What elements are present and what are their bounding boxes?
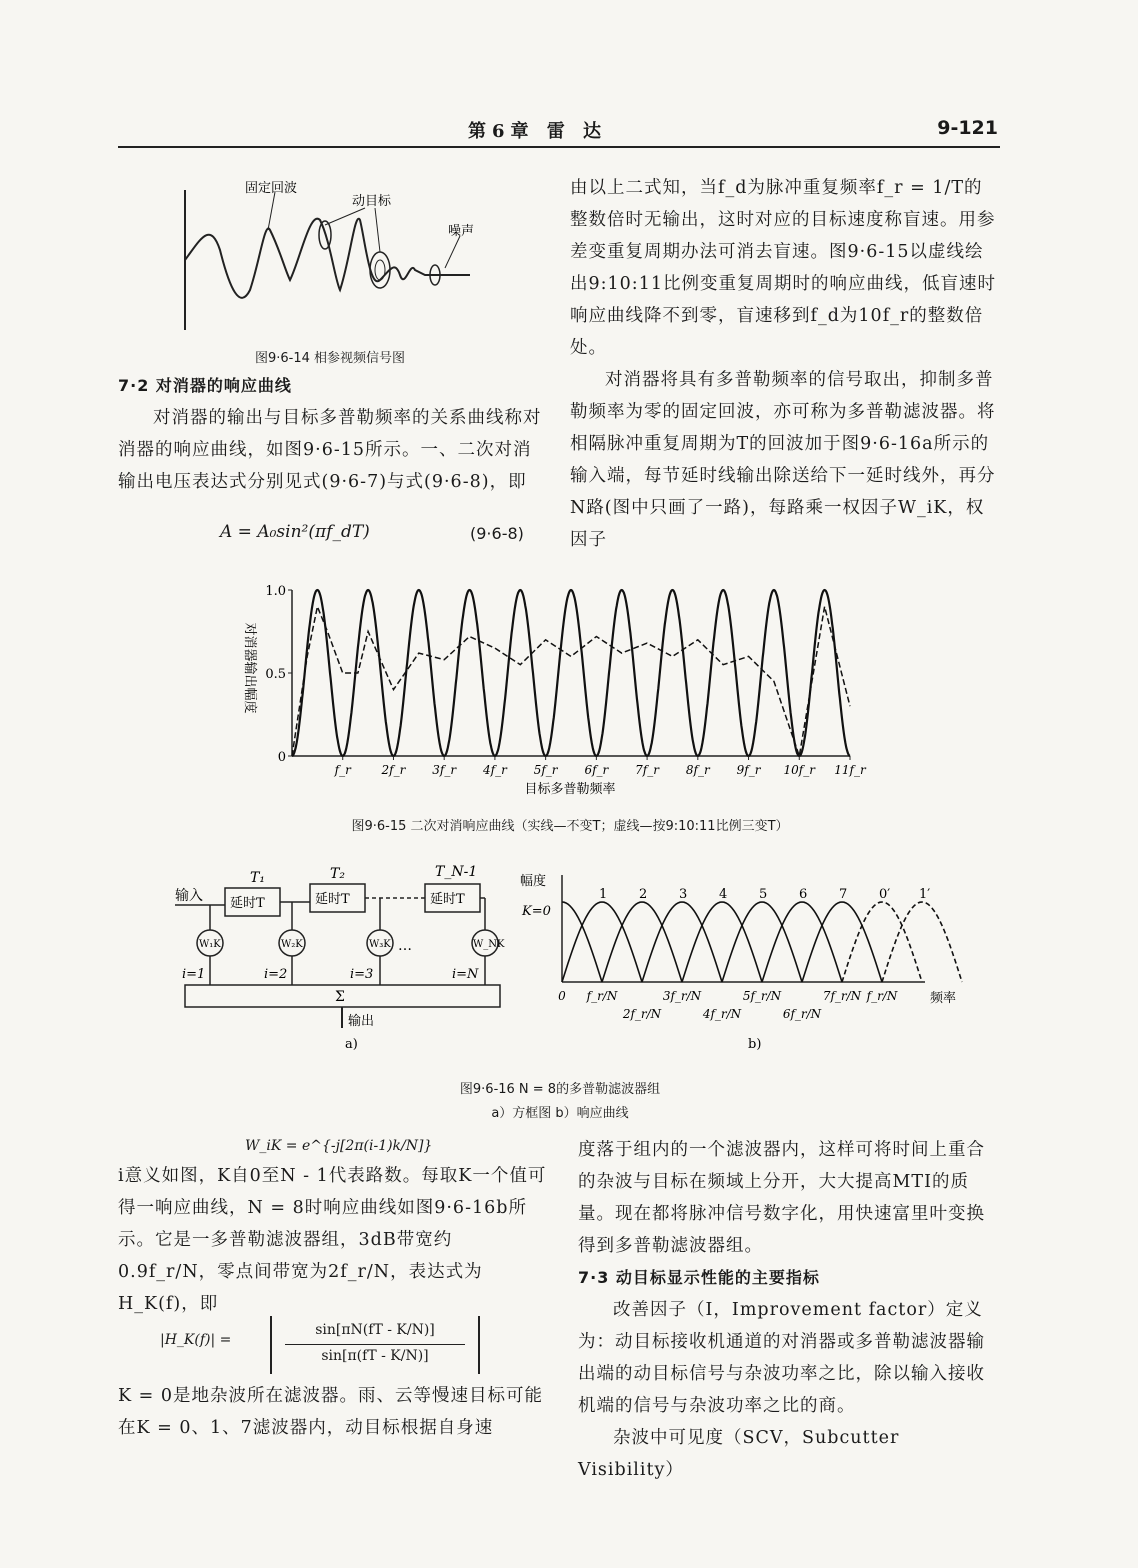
fig15-xtick-label: 6f_r [584, 763, 609, 777]
lower-left-paragraph-2: K = 0是地杂波所在滤波器。雨、云等慢速目标可能在K = 0、1、7滤波器内，动目标根据自身速 [118, 1386, 543, 1438]
fig15-xtick-label: 7f_r [635, 763, 659, 777]
fig15-ytick-label: 0.5 [265, 667, 286, 682]
fig16b-filter-curve [602, 902, 682, 982]
fig16b-xtick-upper: f_r/N [866, 989, 898, 1003]
delay-2-label: T₂ [330, 866, 345, 882]
lower-right-paragraph-1: 度落于组内的一个滤波器内，这样可将时间上重合的杂波与目标在频域上分开，大大提高MTI的质量。现在都将脉冲信号数字化，用快速富里叶变换得到多普勒滤波器组。 [578, 1140, 985, 1256]
fig16b-filter-curve [562, 902, 642, 982]
fig16b-xtick-upper: 3f_r/N [662, 989, 702, 1003]
branch-label-3: i=3 [350, 967, 374, 982]
delay-3-label: T_N-1 [435, 864, 478, 880]
fig16b-peak-label: 6 [799, 887, 808, 902]
fig16b-filter-bank-response [520, 870, 990, 1050]
fig16b-sublabel: b) [748, 1037, 762, 1050]
fig15-xtick-label: 11f_r [834, 763, 866, 777]
chapter-title: 第6章 雷 达 [468, 121, 608, 142]
weight-ellipsis: … [398, 938, 412, 954]
section-heading-7-2: 7·2 对消器的响应曲线 [118, 376, 292, 395]
fig16b-xtick-upper: 5f_r/N [742, 989, 782, 1003]
fig16b-filter-curve [722, 902, 802, 982]
weight-n-label: W_NK [473, 939, 505, 950]
weight-3-label: W₃K [369, 939, 391, 950]
fig16b-filter-curve [882, 902, 962, 982]
fig16b-peak-label: 1 [599, 887, 608, 902]
fig16b-peak-label: 4 [719, 887, 728, 902]
fig16b-filter-curve [762, 902, 842, 982]
fig16b-xtick-upper: 0 [558, 989, 566, 1003]
branch-label-2: i=2 [264, 967, 288, 982]
sigma-symbol: Σ [335, 989, 345, 1005]
branch-label-1: i=1 [182, 967, 206, 982]
fig15-xtick-label: 2f_r [381, 763, 406, 777]
fig15-xlabel: 目标多普勒频率 [524, 782, 616, 797]
fig16b-filter-curve [562, 902, 602, 982]
fig16b-peak-label: 2 [639, 887, 648, 902]
fig16b-peak-label: 7 [839, 887, 848, 902]
hk-denominator: sin[π(fT - K/N)] [321, 1348, 429, 1364]
fig15-ytick-label: 0 [277, 750, 286, 765]
fig16b-peak-label: 1′ [919, 887, 931, 902]
fig16b-peak-label: 3 [679, 887, 688, 902]
left-paragraph-1: 对消器的输出与目标多普勒频率的关系曲线称对消器的响应曲线，如图9·6-15所示。一、二次对消输出电压表达式分别见式(9·6-7)与式(9·6-8)，即 [118, 408, 542, 492]
fig16b-xlabel: 频率 [930, 991, 957, 1006]
fig16a-input-label: 输入 [175, 888, 203, 904]
fig16b-filter-curve [642, 902, 722, 982]
fig15-series-solid [292, 590, 850, 756]
lower-left-column [118, 1160, 550, 1320]
lower-left-column-2 [118, 1380, 550, 1444]
fig16b-k0-label: K=0 [522, 904, 551, 919]
lower-right-paragraph-2: 改善因子（I，Improvement factor）定义为：动目标接收机通道的对消器或多普勒滤波器输出端的动目标信号与杂波功率之比，除以输入接收机端的信号与杂波功率之比的商。 [578, 1300, 985, 1416]
fig16b-peak-label: 0′ [879, 887, 891, 902]
hk-lhs: |H_K(f)| = [160, 1332, 232, 1348]
fig15-xtick-label: 4f_r [483, 763, 507, 777]
fraction-bar [285, 1344, 465, 1345]
equation-weight-factor: W_iK = e^{-j[2π(i-1)k/N]} [245, 1138, 433, 1154]
right-paragraph-2: 对消器将具有多普勒频率的信号取出，抑制多普勒频率为零的固定回波，亦可称为多普勒滤波器。将相隔脉冲重复周期为T的回波加于图9·6-16a所示的输入端，每节延时线输出除送给下一延时线外，再分N路(图中只画了一路)，每路乘一权因子W_iK，权因子 [570, 370, 996, 550]
delay-1-label: T₁ [250, 870, 265, 886]
abs-bar-left [270, 1316, 272, 1374]
fig15-xtick-label: 5f_r [533, 763, 558, 777]
fig16-subcaption: a）方框图 b）响应曲线 [491, 1106, 629, 1121]
fig16b-ylabel: 幅度 [520, 874, 547, 889]
fig16b-xtick-lower: 4f_r/N [702, 1007, 742, 1021]
delay-3-text: 延时T [430, 892, 465, 907]
fig14-coherent-video-signal [170, 180, 510, 340]
fig16-caption: 图9·6-16 N = 8的多普勒滤波器组 [459, 1082, 661, 1097]
fig14-caption: 图9·6-14 相参视频信号图 [254, 351, 406, 366]
fig16b-xtick-lower: 6f_r/N [782, 1007, 822, 1021]
equation-number-9-6-8: (9·6-8) [470, 524, 524, 543]
weight-1-label: W₁K [199, 939, 221, 950]
fig15-xtick-label: 9f_r [736, 763, 761, 777]
fig16a-sublabel: a) [345, 1037, 358, 1050]
weight-2-label: W₂K [281, 939, 303, 950]
page-header [118, 117, 998, 147]
fig15-ytick-label: 1.0 [265, 584, 286, 599]
fig15-caption: 图9·6-15 二次对消响应曲线（实线—不变T；虚线—按9:10:11比例三变T） [351, 819, 789, 834]
fig14-label-moving-target: 动目标 [352, 194, 392, 209]
delay-1-text: 延时T [230, 896, 265, 911]
fig16b-peak-label: 5 [759, 887, 768, 902]
equation-hk [160, 1318, 490, 1372]
fig16b-xtick-upper: 7f_r/N [822, 989, 862, 1003]
abs-bar-right [478, 1316, 480, 1374]
page-number: 9-121 [937, 117, 998, 139]
fig16b-xtick-upper: f_r/N [586, 989, 618, 1003]
equation-9-6-8: A = A₀sin²(πf_dT) [220, 522, 370, 542]
fig16a-block-diagram [170, 860, 510, 1050]
section-heading-7-3: 7·3 动目标显示性能的主要指标 [578, 1268, 820, 1287]
fig14-label-fixed-echo: 固定回波 [245, 181, 298, 196]
delay-box-1 [225, 870, 280, 916]
delay-box-2 [310, 866, 365, 912]
fig14-label-noise: 噪声 [448, 224, 475, 239]
lower-left-paragraph-1: i意义如图，K自0至N - 1代表路数。每取K一个值可得一响应曲线，N = 8时响应曲线如图9·6-16b所示。它是一多普勒滤波器组，3dB带宽约0.9f_r/N，零点间带宽为2f_r/N，表达式为H_K(f)，即 [118, 1166, 547, 1314]
right-column [570, 172, 1000, 556]
fig16b-xtick-lower: 2f_r/N [622, 1007, 662, 1021]
fig15-xtick-label: 10f_r [783, 763, 815, 777]
fig15-response-chart [230, 578, 870, 798]
delay-2-text: 延时T [315, 892, 350, 907]
header-rule [118, 146, 1000, 148]
lower-right-column [578, 1134, 1003, 1486]
fig16a-output-label: 输出 [348, 1014, 375, 1029]
fig15-xtick-label: 8f_r [685, 763, 710, 777]
fig16b-filter-curve [802, 902, 882, 982]
right-paragraph-1: 由以上二式知，当f_d为脉冲重复频率f_r = 1/T的整数倍时无输出，这时对应的目标速度称盲速。用参差变重复周期办法可消去盲速。图9·6-15以虚线绘出9:10:11比例变重复周期时的响应曲线，低盲速时响应曲线降不到零，盲速移到f_d为10f_r的整数倍处。 [570, 178, 996, 358]
fig15-ylabel: 对消器输出幅度 [242, 622, 257, 714]
fig16b-filter-curve [682, 902, 762, 982]
hk-numerator: sin[πN(fT - K/N)] [315, 1322, 435, 1338]
fig16b-filter-curve [842, 902, 922, 982]
left-column [118, 370, 543, 498]
fig15-xtick-label: f_r [334, 763, 351, 777]
delay-box-3 [425, 864, 480, 912]
branch-label-n: i=N [452, 967, 479, 982]
fig15-xtick-label: 3f_r [432, 763, 457, 777]
lower-right-paragraph-3: 杂波中可见度（SCV，Subcutter Visibility） [578, 1428, 900, 1480]
